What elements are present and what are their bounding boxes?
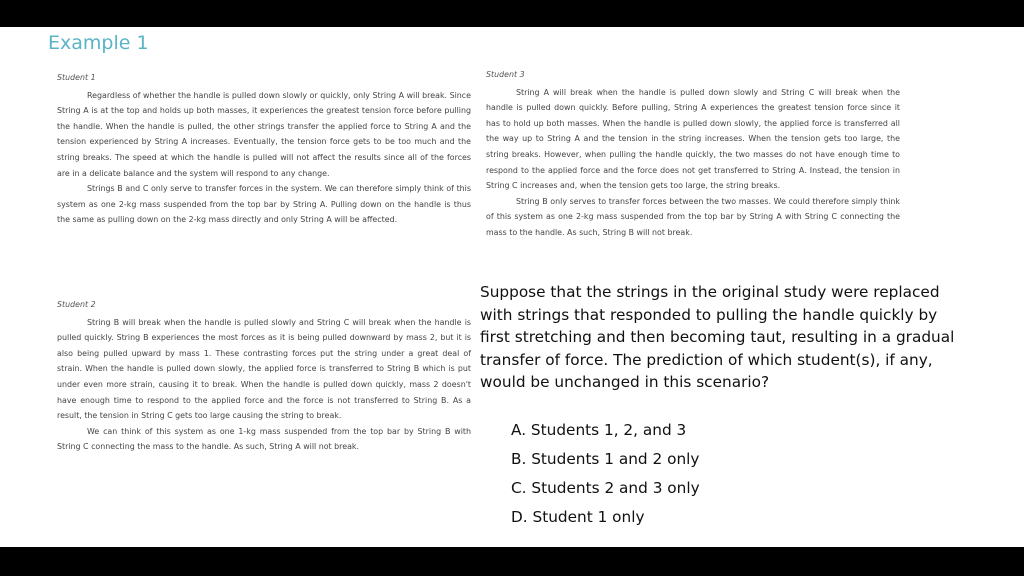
question-text: Suppose that the strings in the original study were replaced with strings that responded to pulling the handle quickly by first stretching and then becoming taut, resulting in a gradual transfer of force. The prediction of which student(s), if any, would be unchanged in this scenario? <box>480 283 955 391</box>
answer-choices <box>511 419 700 535</box>
student-3-paragraph-2: String B only serves to transfer forces between the two masses. We could therefore simply think of this system as one 2-kg mass suspended from the top bar by String A with String C connecting the mass to the handle. As such, String B will not break. <box>486 196 900 237</box>
student-2-passage <box>57 297 471 455</box>
student-2-paragraph-2: We can think of this system as one 1-kg mass suspended from the top bar by String B with String C connecting the mass to the handle. As such, String A will not break. <box>57 426 471 452</box>
student-1-label: Student 1 <box>57 73 96 82</box>
student-3-paragraph-1: String A will break when the handle is pulled down slowly and String C will break when the handle is pulled down quickly. Before pulling, String A experiences the greatest tension force since it has to hold up both masses. When the handle is pulled down slowly, the applied force is transferred all the way up to String A and the tension in the string increases. When the tension gets too large, the string breaks. However, when pulling the handle quickly, the two masses do not have enough time to respond to the applied force and the force does not get transferred to String A. Instead, the tension in String C increases and, when the tension gets too large, the string breaks. <box>486 87 900 191</box>
student-3-passage <box>486 67 900 241</box>
student-3-label: Student 3 <box>486 70 525 79</box>
student-1-passage <box>57 70 471 228</box>
choice-d[interactable]: D. Student 1 only <box>511 508 645 526</box>
slide-title: Example 1 <box>48 32 149 54</box>
choice-b[interactable]: B. Students 1 and 2 only <box>511 450 700 468</box>
choice-c[interactable]: C. Students 2 and 3 only <box>511 479 700 497</box>
choice-a[interactable]: A. Students 1, 2, and 3 <box>511 421 687 439</box>
student-1-paragraph-2: Strings B and C only serve to transfer forces in the system. We can therefore simply think of this system as one 2-kg mass suspended from the top bar by String A. Pulling down on the handle is thus the same as pulling down on the 2-kg mass directly and only String A will be affected. <box>57 184 471 225</box>
slide <box>0 27 1024 547</box>
student-2-paragraph-1: String B will break when the handle is pulled slowly and String C will break when the handle is pulled quickly. String B experiences the most forces as it is being pulled downward by mass 2, but it is also being pulled upward by mass 1. These contrasting forces put the string under a great deal of strain. When the handle is pulled down slowly, the applied force is transferred to String B which is put under even more strain, causing it to break. When the handle is pulled down quickly, mass 2 doesn't have enough time to respond to the applied force and the force is not transferred to String B. As a result, the tension in String C gets too large causing the string to break. <box>57 317 471 421</box>
student-1-paragraph-1: Regardless of whether the handle is pulled down slowly or quickly, only String A will break. Since String A is at the top and holds up both masses, it experiences the greatest tension force before pulling the handle. When the handle is pulled, the other strings transfer the applied force to String A and the tension experienced by String A increases. Eventually, the tension force gets to be too much and the string breaks. The speed at which the handle is pulled will not affect the results since all of the forces are in a delicate balance and the system will respond to any change. <box>57 90 471 178</box>
student-2-label: Student 2 <box>57 300 96 309</box>
